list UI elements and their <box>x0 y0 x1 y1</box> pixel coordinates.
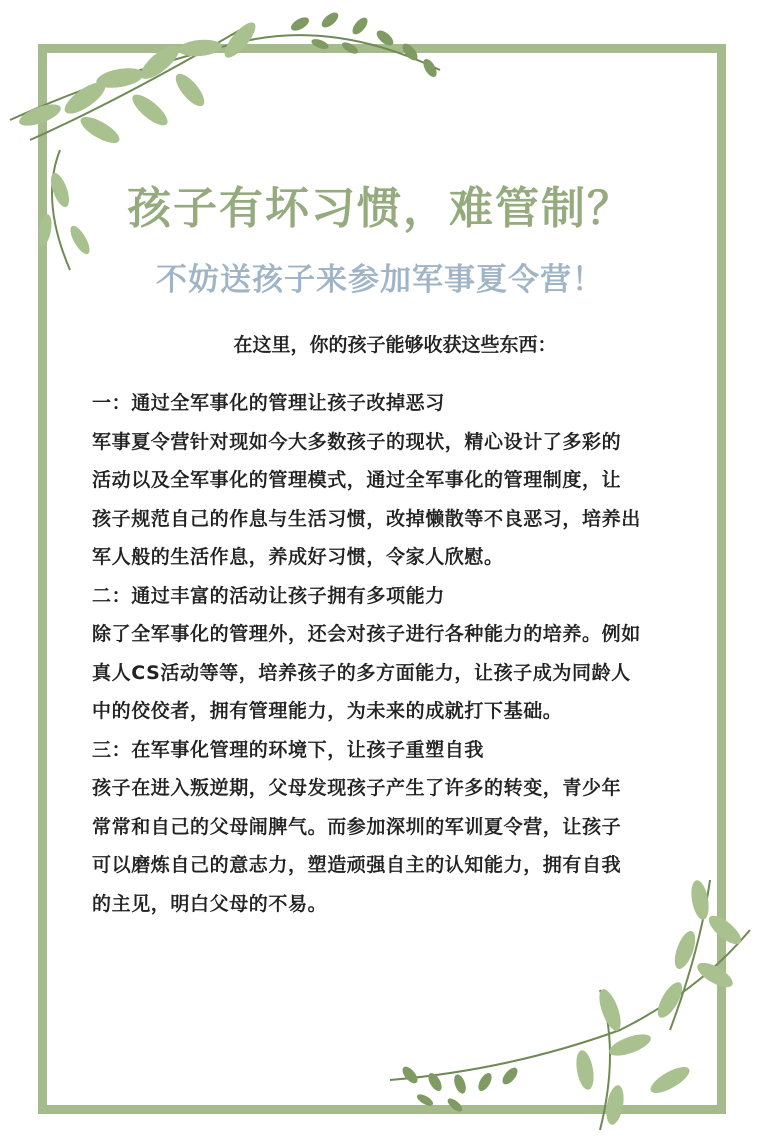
paragraph-line: 孩子在进入叛逆期，父母发现孩子产生了许多的转变，青少年 <box>92 777 622 799</box>
section-heading: 二：通过丰富的活动让孩子拥有多项能力 <box>92 584 445 607</box>
intro-text: 在这里，你的孩子能够收获这些东西： <box>233 334 557 356</box>
paragraph-line: 活动以及全军事化的管理模式，通过全军事化的管理制度，让 <box>92 469 622 491</box>
paragraph-line: 除了全军事化的管理外，还会对孩子进行各种能力的培养。例如 <box>92 623 641 645</box>
paragraph-line: 常常和自己的父母闹脾气。而参加深圳的军训夏令营，让孩子 <box>92 815 622 838</box>
paragraph-line: 军人般的生活作息，养成好习惯，令家人欣慰。 <box>92 546 504 568</box>
paragraph-line: 孩子规范自己的作息与生活习惯，改掉懒散等不良恶习，培养出 <box>92 507 641 530</box>
page-subtitle: 不妨送孩子来参加军事夏令营！ <box>156 262 604 298</box>
paragraph-line: 中的佼佼者，拥有管理能力，为未来的成就打下基础。 <box>92 700 563 722</box>
paragraph-line: 的主见，明白父母的不易。 <box>92 892 328 915</box>
section-heading: 一：通过全军事化的管理让孩子改掉恶习 <box>92 392 445 414</box>
page-title: 孩子有坏习惯，难管制？ <box>127 183 633 234</box>
paragraph-line: 真人CS活动等等，培养孩子的多方面能力，让孩子成为同龄人 <box>92 661 631 684</box>
paragraph-line: 军事夏令营针对现如今大多数孩子的现状，精心设计了多彩的 <box>92 430 622 453</box>
section-heading: 三：在军事化管理的环境下，让孩子重塑自我 <box>92 738 485 761</box>
article-body <box>92 384 688 923</box>
paragraph-line: 可以磨炼自己的意志力，塑造顽强自主的认知能力，拥有自我 <box>92 854 622 876</box>
